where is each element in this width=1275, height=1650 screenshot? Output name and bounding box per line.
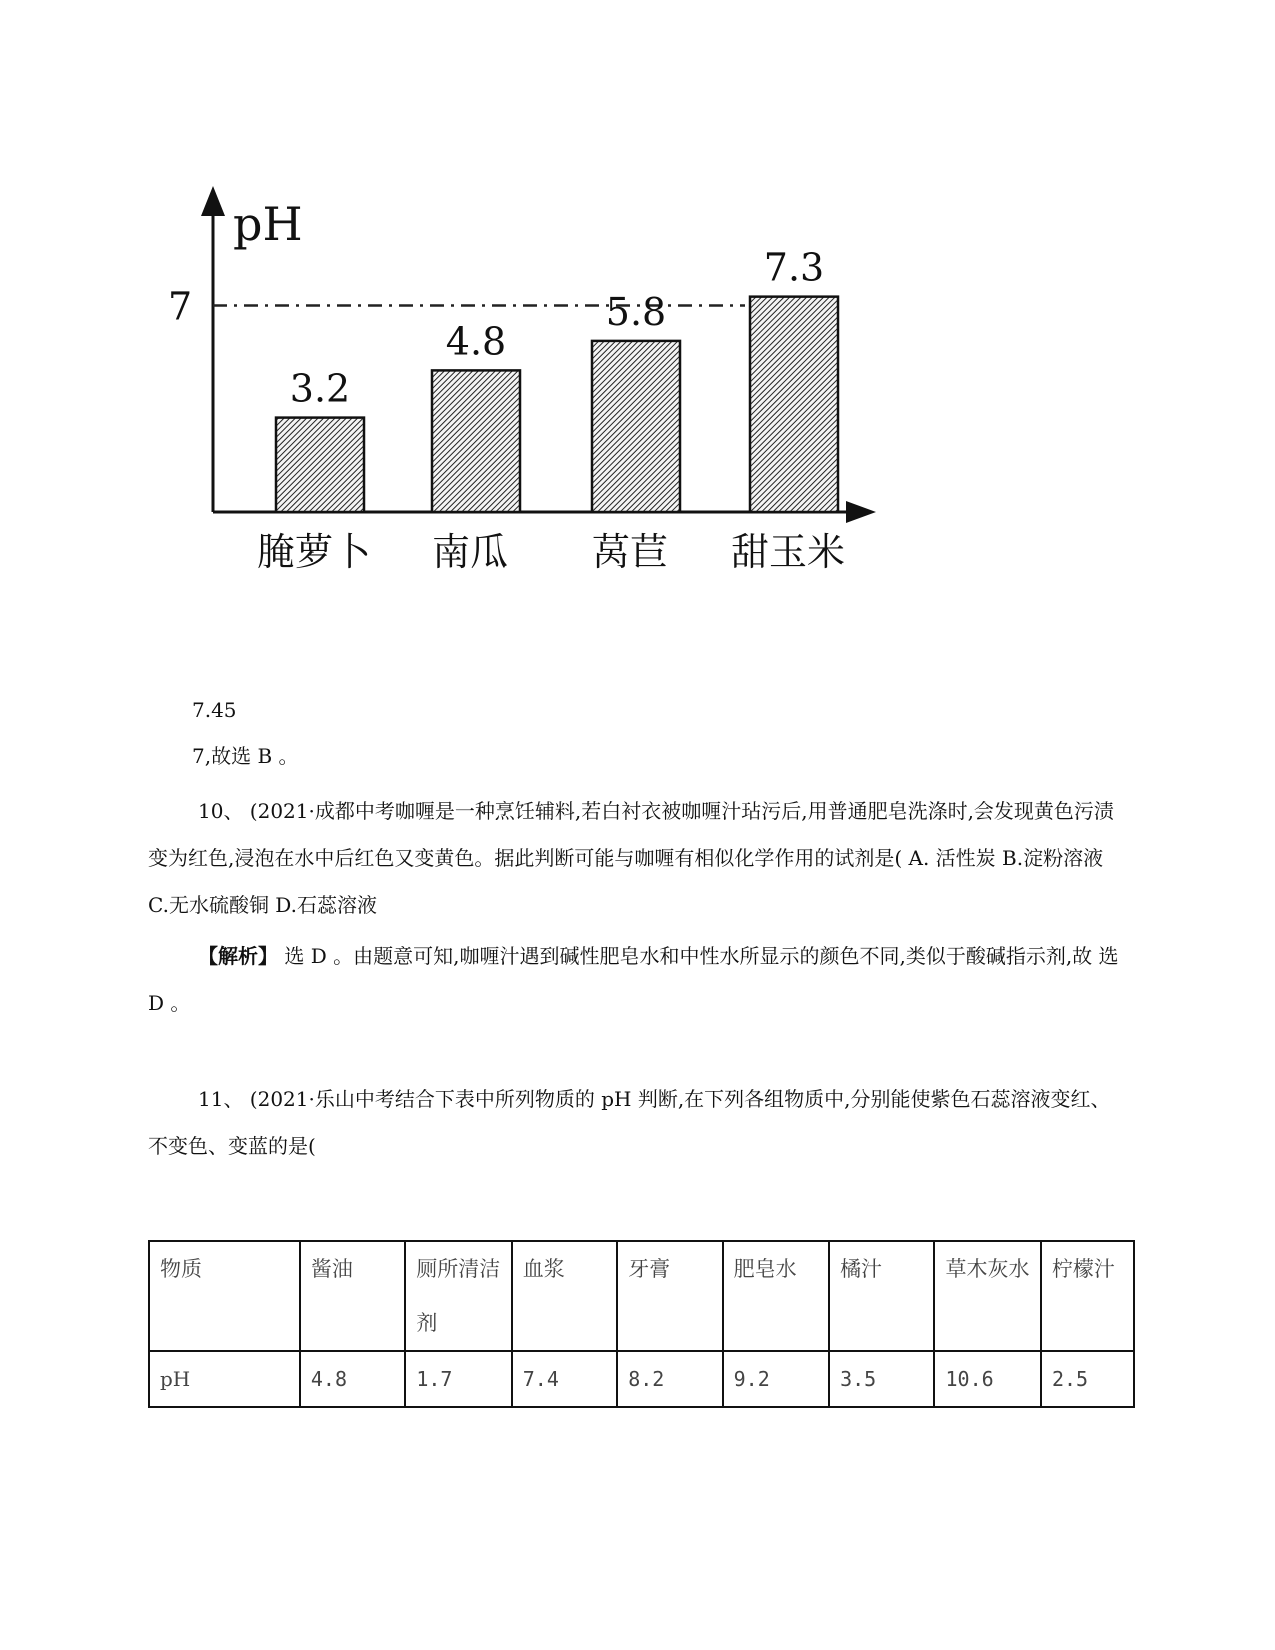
table-cell: 1.7 (405, 1351, 511, 1407)
x-axis-arrow (846, 501, 876, 523)
table-cell: 草木灰水 (934, 1241, 1040, 1351)
table-cell: 柠檬汁 (1041, 1241, 1134, 1351)
table-cell: 厕所清洁剂 (405, 1241, 511, 1351)
question-10: 10、 (2021·成都中考咖喱是一种烹饪辅料,若白衬衣被咖喱汁玷污后,用普通肥皂洗涤时,会发现黄色污渍变为红色,浸泡在水中后红色又变黄色。据此判断可能与咖喱有相似化学作用的试剂是( A. 活性炭 B.淀粉溶液 C.无水硫酸铜 D.石蕊溶液 (148, 799, 1114, 917)
category-label: 南瓜 (431, 530, 509, 574)
y-axis-label: pH (233, 197, 303, 251)
table-cell: 橘汁 (829, 1241, 934, 1351)
table-cell: 物质 (149, 1241, 300, 1351)
table-cell: 牙膏 (617, 1241, 722, 1351)
table-header-row (149, 1241, 1134, 1351)
table-cell: 3.5 (829, 1351, 934, 1407)
data-label: 3.2 (289, 366, 351, 411)
table-row (149, 1351, 1134, 1407)
y-axis-arrow (201, 186, 225, 216)
bar (276, 418, 364, 512)
category-label: 甜玉米 (730, 530, 846, 574)
ph-bar-chart (0, 0, 1275, 640)
analysis-text: 选 D 。由题意可知,咖喱汁遇到碱性肥皂水和中性水所显示的颜色不同,类似于酸碱指示剂,故 选 D 。 (148, 944, 1119, 1015)
table-cell: 7.4 (512, 1351, 617, 1407)
data-label: 4.8 (445, 319, 507, 364)
category-label: 莴苣 (591, 530, 669, 574)
analysis-label: 【解析】 (198, 944, 278, 968)
table-cell: 10.6 (934, 1351, 1040, 1407)
answer-value-line: 7.45 (192, 698, 237, 722)
question-11: 11、 (2021·乐山中考结合下表中所列物质的 pH 判断,在下列各组物质中,分别能使紫色石蕊溶液变红、 不变色、变蓝的是( (148, 1087, 1111, 1158)
table-cell: 8.2 (617, 1351, 722, 1407)
table-cell: 9.2 (723, 1351, 829, 1407)
table-cell: pH (149, 1351, 300, 1407)
answer-choice-line: 7,故选 B 。 (192, 744, 299, 768)
table-cell: 肥皂水 (723, 1241, 829, 1351)
reference-line-label: 7 (168, 284, 193, 329)
bar (592, 341, 680, 512)
data-label: 5.8 (605, 289, 667, 334)
table-cell: 2.5 (1041, 1351, 1134, 1407)
bar (432, 370, 520, 512)
table-cell: 血浆 (512, 1241, 617, 1351)
table-cell: 酱油 (300, 1241, 405, 1351)
category-label: 腌萝卜 (256, 530, 372, 574)
analysis-paragraph (148, 933, 1128, 1027)
data-label: 7.3 (763, 245, 825, 290)
table-cell: 4.8 (300, 1351, 405, 1407)
ph-table (148, 1240, 1135, 1408)
bar (750, 297, 838, 512)
